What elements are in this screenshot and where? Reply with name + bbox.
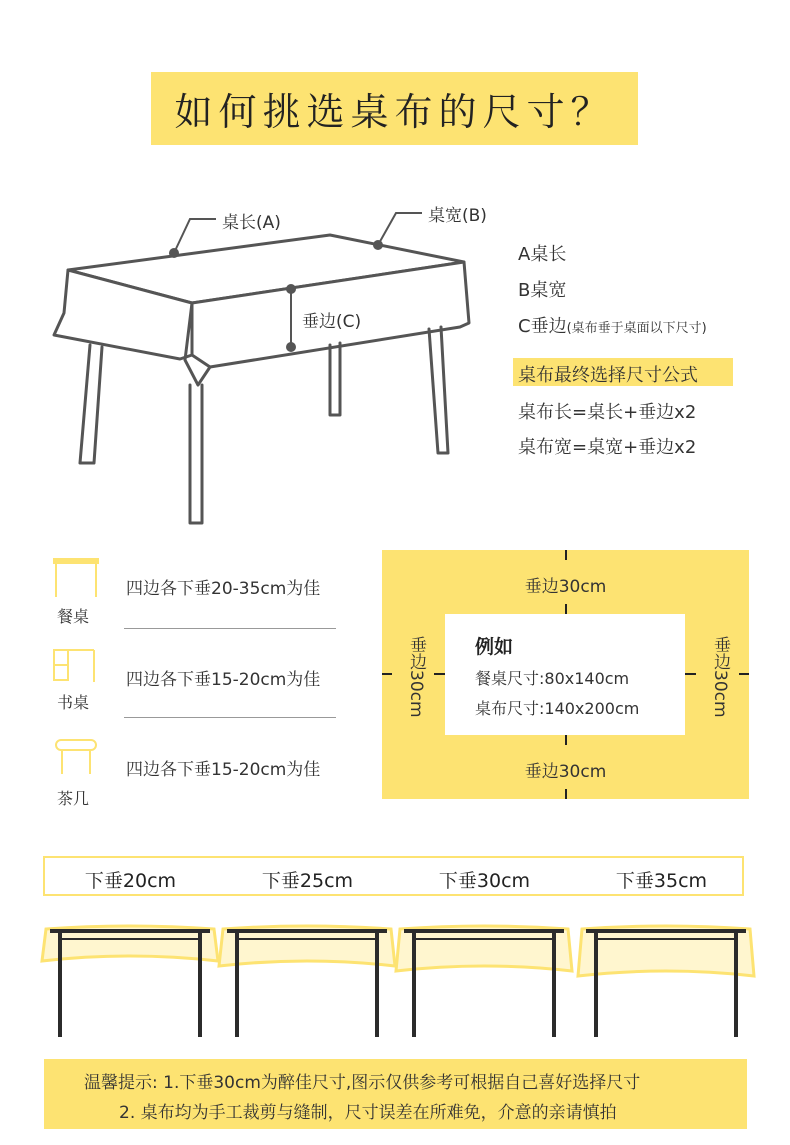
page-title: 如何挑选桌布的尺寸？ (174, 90, 615, 134)
label-drop-c: 垂边(C) (302, 312, 362, 332)
legend-c-note: (桌布垂于桌面以下尺寸) (566, 321, 707, 336)
formula-title: 桌布最终选择尺寸公式 (518, 365, 698, 386)
leg-right (429, 327, 448, 453)
tablecloth-drape (578, 926, 754, 976)
legend-c-main: C垂边 (518, 316, 567, 337)
table-diagram (40, 195, 520, 535)
example-top-drop: 垂边30cm (524, 577, 607, 597)
leg-front-left (190, 385, 202, 523)
example-bottom-drop: 垂边30cm (524, 762, 607, 782)
drop-label: 下垂20cm (84, 870, 177, 892)
divider (124, 717, 336, 718)
leg-front-right (330, 343, 340, 415)
drape-left (54, 270, 192, 359)
notice-box (44, 1059, 747, 1129)
drop-label: 下垂35cm (615, 870, 708, 892)
table-type-label: 书桌 (57, 693, 90, 712)
point-c-top (286, 284, 296, 294)
table-type-rule: 四边各下垂15-20cm为佳 (126, 670, 321, 690)
label-length-a: 桌长(A) (222, 213, 281, 233)
drop-label: 下垂30cm (438, 870, 531, 892)
legend-c (518, 312, 707, 338)
example-heading: 例如 (475, 636, 514, 658)
formula-width: 桌布宽=桌宽+垂边x2 (518, 437, 697, 458)
example-card (445, 614, 685, 735)
notice-line-2: 2. 桌布均为手工裁剪与缝制，尺寸误差在所难免，介意的亲请慎拍 (119, 1103, 617, 1123)
example-table-size: 餐桌尺寸:80x140cm (475, 669, 630, 688)
divider (124, 628, 336, 629)
desk-icon (52, 648, 98, 684)
table-type-rule: 四边各下垂20-35cm为佳 (126, 579, 321, 599)
point-b (373, 240, 383, 250)
example-left-drop: 垂边30cm (406, 636, 426, 718)
label-width-b: 桌宽(B) (428, 206, 487, 226)
example-cloth-size: 桌布尺寸:140x200cm (475, 699, 640, 718)
formula-length: 桌布长=桌长+垂边x2 (518, 402, 697, 423)
drop-label: 下垂25cm (261, 870, 354, 892)
dining-table-icon (52, 557, 102, 599)
point-a (169, 248, 179, 258)
leg-left (80, 345, 102, 463)
table-type-rule: 四边各下垂15-20cm为佳 (126, 760, 321, 780)
legend-b: B桌宽 (518, 280, 567, 301)
drop-illustrations (0, 915, 790, 1045)
notice-line-1: 温馨提示: 1.下垂30cm为醉佳尺寸,图示仅供参考可根据自己喜好选择尺寸 (84, 1073, 641, 1093)
coffee-table-icon (54, 738, 100, 776)
table-type-label: 餐桌 (57, 607, 90, 626)
point-c-bottom (286, 342, 296, 352)
table-type-label: 茶几 (57, 789, 90, 808)
legend-a: A桌长 (518, 244, 567, 265)
example-right-drop: 垂边30cm (710, 636, 730, 718)
title-banner (151, 72, 638, 145)
